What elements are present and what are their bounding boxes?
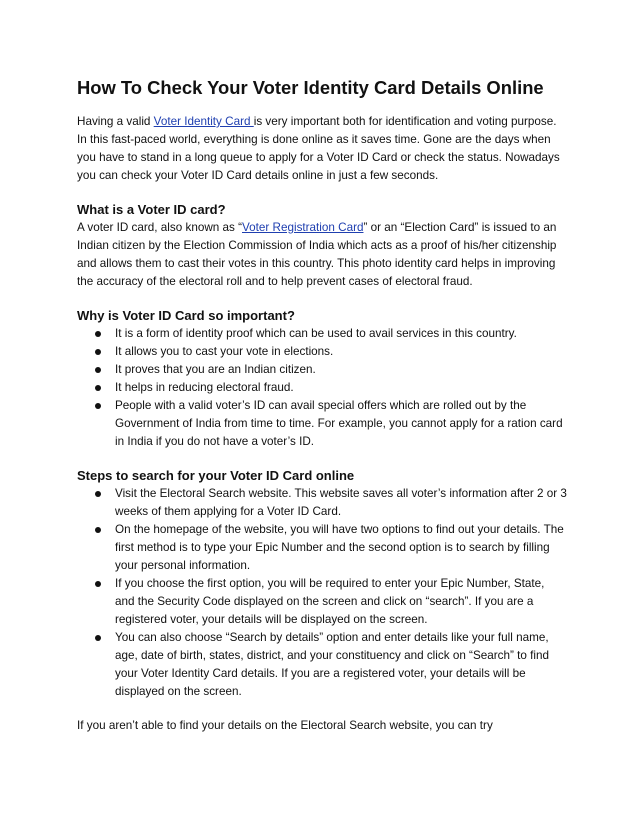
bullet-icon	[95, 331, 101, 337]
why-section	[77, 307, 567, 451]
bullet-icon	[95, 349, 101, 355]
voter-identity-card-link[interactable]: Voter Identity Card	[153, 115, 254, 128]
list-item-text: People with a valid voter’s ID can avail special offers which are rolled out by the Government of India from time to time. For example, you cannot apply for a ration card in India if you do not have a voter’s ID.	[115, 399, 563, 448]
list-item-text: It is a form of identity proof which can be used to avail services in this country.	[115, 327, 517, 340]
list-item-text: If you choose the first option, you will be required to enter your Epic Number, State, and the Security Code displayed on the screen and click on “search”. If you are a registered voter, your details will be displayed on the screen.	[115, 577, 545, 626]
voter-registration-card-link[interactable]: Voter Registration Card	[242, 221, 364, 234]
list-item	[77, 343, 567, 361]
why-heading: Why is Voter ID Card so important?	[77, 308, 295, 323]
what-text-before: A voter ID card, also known as “	[77, 221, 242, 234]
intro-text-before: Having a valid	[77, 115, 154, 128]
list-item	[77, 485, 567, 521]
bullet-icon	[95, 385, 101, 391]
bullet-icon	[95, 403, 101, 409]
intro-paragraph	[77, 113, 567, 185]
list-item	[77, 361, 567, 379]
list-item	[77, 629, 567, 701]
list-item-text: It helps in reducing electoral fraud.	[115, 381, 294, 394]
list-item-text: You can also choose “Search by details” option and enter details like your full name, age, date of birth, states, district, and your constituency and click on “Search” to find your Voter Identity Card details. If you are a registered voter, your details will be displayed on the screen.	[115, 631, 549, 698]
bullet-icon	[95, 527, 101, 533]
list-item	[77, 575, 567, 629]
steps-heading: Steps to search for your Voter ID Card online	[77, 468, 355, 483]
intro-text-after: is very important both for identification and voting purpose. In this fast-paced world, everything is done online as it saves time. Gone are the days when you have to stand in a long queue to apply for a Voter ID Card or check the status. Nowadays you can check your Voter ID Card details online in just a few seconds.	[77, 115, 560, 182]
list-item	[77, 325, 567, 343]
what-section	[77, 201, 567, 291]
page-title: How To Check Your Voter Identity Card Details Online	[77, 77, 544, 98]
bullet-icon	[95, 635, 101, 641]
steps-list	[77, 485, 567, 701]
why-list	[77, 325, 567, 451]
steps-section	[77, 467, 567, 701]
list-item-text: Visit the Electoral Search website. This website saves all voter’s information after 2 or 3 weeks of them applying for a Voter ID Card.	[115, 487, 567, 518]
list-item-text: It proves that you are an Indian citizen.	[115, 363, 316, 376]
closing-paragraph: If you aren’t able to find your details on the Electoral Search website, you can try	[77, 719, 493, 732]
list-item-text: On the homepage of the website, you will have two options to find out your details. The first method is to type your Epic Number and the second option is to search by filling your personal information.	[115, 523, 564, 572]
list-item-text: It allows you to cast your vote in elections.	[115, 345, 334, 358]
document-page	[77, 77, 567, 735]
what-paragraph	[77, 219, 567, 291]
what-text-after: ” or an “Election Card” is issued to an Indian citizen by the Election Commission of India which acts as a proof of his/her citizenship and allows them to cast their votes in this country. This photo identity card helps in improving the accuracy of the electoral roll and to help prevent cases of electoral fraud.	[77, 221, 557, 288]
bullet-icon	[95, 367, 101, 373]
list-item	[77, 397, 567, 451]
what-heading: What is a Voter ID card?	[77, 202, 226, 217]
list-item	[77, 521, 567, 575]
list-item	[77, 379, 567, 397]
bullet-icon	[95, 491, 101, 497]
bullet-icon	[95, 581, 101, 587]
